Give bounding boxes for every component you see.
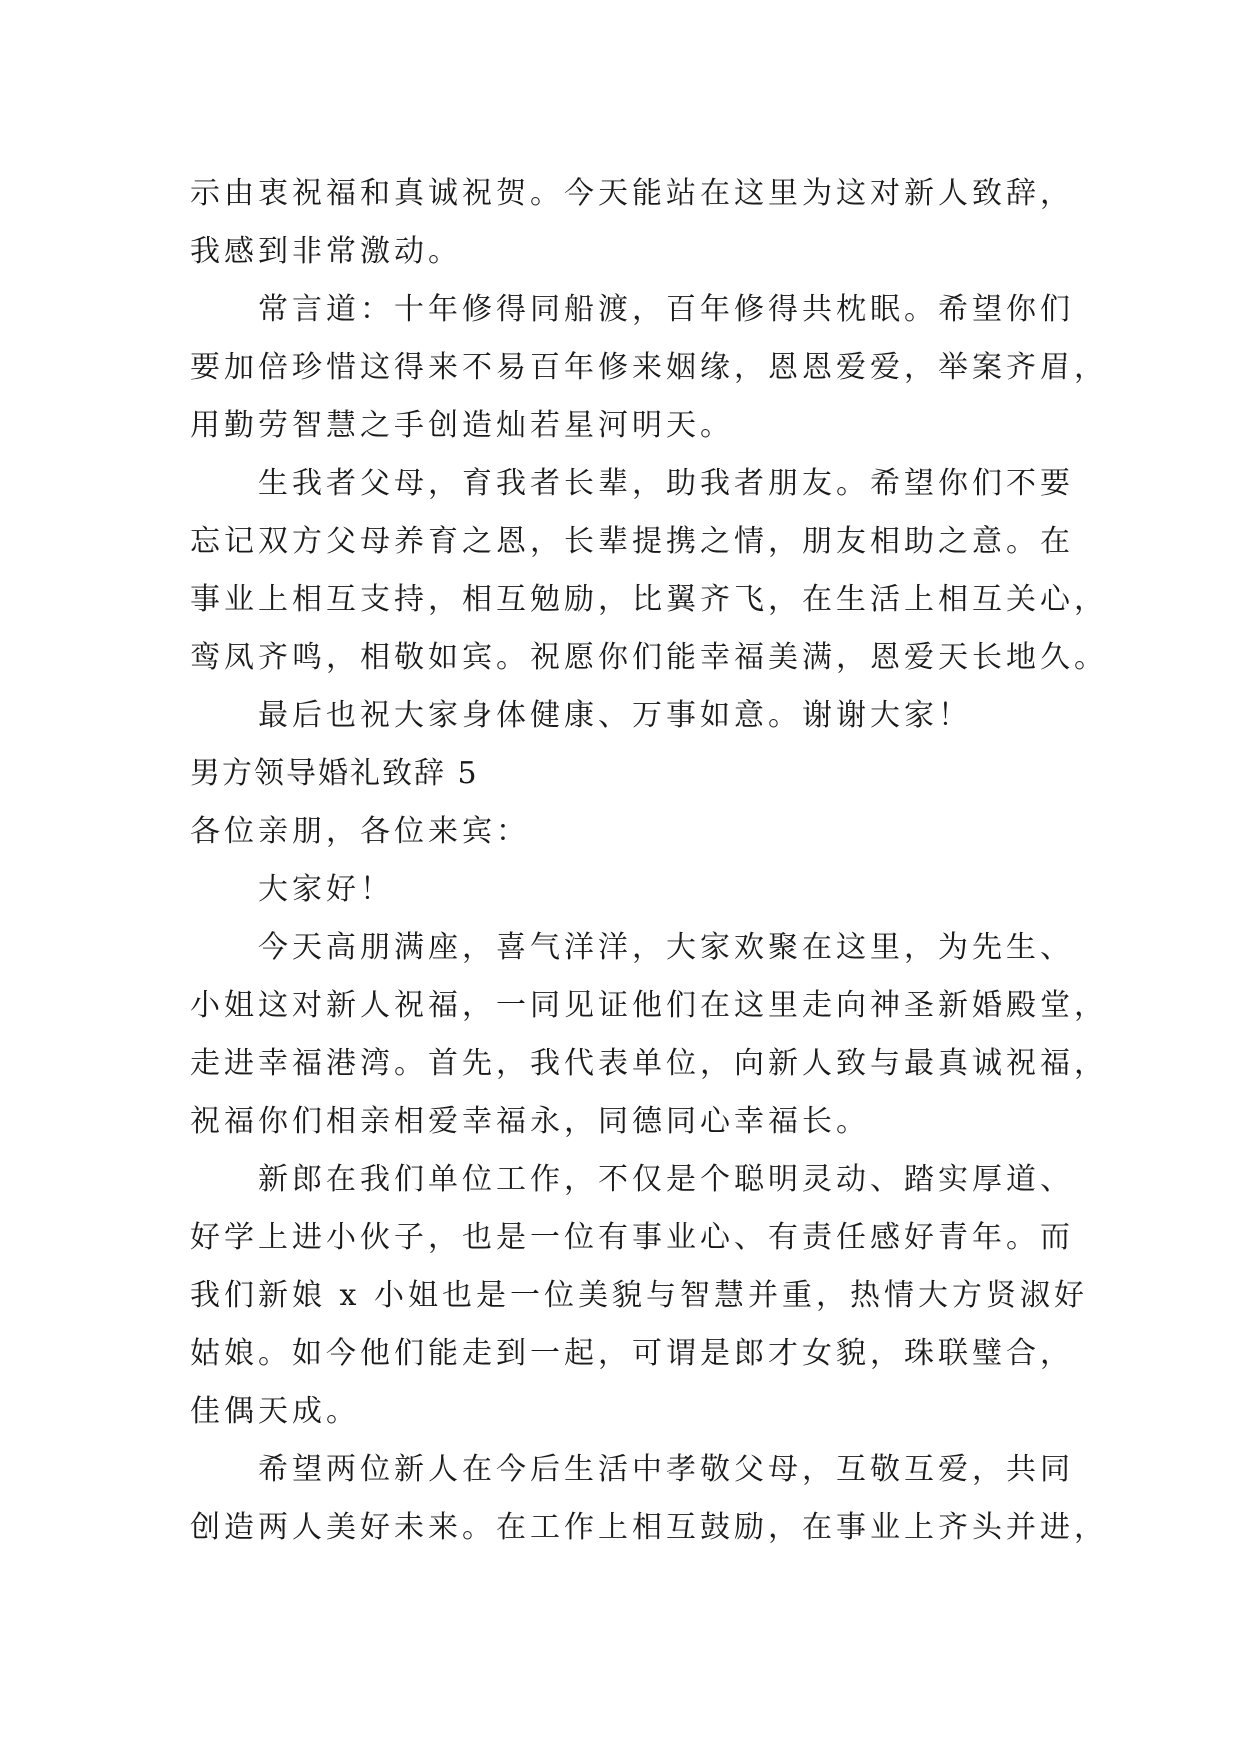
text-line: 新郎在我们单位工作，不仅是个聪明灵动、踏实厚道、 xyxy=(258,1162,1074,1197)
text-line: 鸾凤齐鸣，相敬如宾。祝愿你们能幸福美满，恩爱天长地久。 xyxy=(190,640,1108,675)
text-line: 要加倍珍惜这得来不易百年修来姻缘，恩恩爱爱，举案齐眉， xyxy=(190,350,1108,385)
text-line: 走进幸福港湾。首先，我代表单位，向新人致与最真诚祝福， xyxy=(190,1046,1108,1081)
text-line: 我们新娘 x 小姐也是一位美貌与智慧并重，热情大方贤淑好 xyxy=(190,1278,1088,1313)
text-line: 示由衷祝福和真诚祝贺。今天能站在这里为这对新人致辞， xyxy=(190,176,1074,211)
text-line: 今天高朋满座，喜气洋洋，大家欢聚在这里，为先生、 xyxy=(258,930,1074,965)
text-line: 我感到非常激动。 xyxy=(190,234,462,269)
greeting-line: 大家好！ xyxy=(258,872,394,907)
text-line: 希望两位新人在今后生活中孝敬父母，互敬互爱，共同 xyxy=(258,1452,1074,1487)
text-line: 常言道：十年修得同船渡，百年修得共枕眠。希望你们 xyxy=(258,292,1074,327)
section-heading: 男方领导婚礼致辞 5 xyxy=(190,756,479,791)
text-line: 好学上进小伙子，也是一位有事业心、有责任感好青年。而 xyxy=(190,1220,1074,1255)
text-line: 姑娘。如今他们能走到一起，可谓是郎才女貌，珠联璧合， xyxy=(190,1336,1074,1371)
text-line: 忘记双方父母养育之恩，长辈提携之情，朋友相助之意。在 xyxy=(190,524,1074,559)
text-line: 佳偶天成。 xyxy=(190,1394,360,1429)
text-line: 事业上相互支持，相互勉励，比翼齐飞，在生活上相互关心， xyxy=(190,582,1108,617)
text-line: 小姐这对新人祝福，一同见证他们在这里走向神圣新婚殿堂， xyxy=(190,988,1108,1023)
text-line: 生我者父母，育我者长辈，助我者朋友。希望你们不要 xyxy=(258,466,1074,501)
text-line: 用勤劳智慧之手创造灿若星河明天。 xyxy=(190,408,734,443)
salutation-line: 各位亲朋，各位来宾： xyxy=(190,814,530,849)
document-body xyxy=(190,165,1108,1557)
text-line: 祝福你们相亲相爱幸福永，同德同心幸福长。 xyxy=(190,1104,870,1139)
text-line: 最后也祝大家身体健康、万事如意。谢谢大家！ xyxy=(258,698,972,733)
text-line: 创造两人美好未来。在工作上相互鼓励，在事业上齐头并进， xyxy=(190,1510,1108,1545)
